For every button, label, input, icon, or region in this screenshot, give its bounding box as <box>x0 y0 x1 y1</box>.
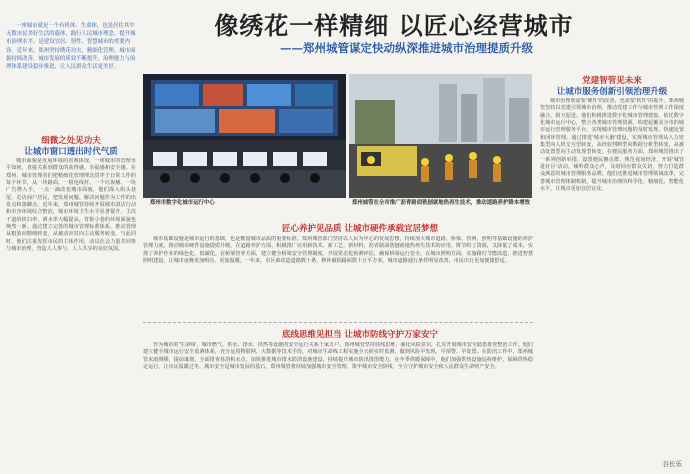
right-section-kicker: 党建智管见未来 <box>582 76 642 86</box>
right-section-body: 城市治理既需要'硬件'的改善，也需要'软件'的提升。郑州城管坚持以党建引领城市治理，推动党建工作与城市管理工作深度融合、相互促进。他们积极推进数字化城市管理建设，依托数字化城市运行中心，整合各类城市管理资源，构建起覆盖全市的城市运行管理服务平台，实现城市管理问题的及时发现、快速处置和闭环管理。通过推进'城市大脑'建设，实现城市管理从人力密集型向人机交互型转变，从经验判断型向数据分析型转变，从被动处置型向主动发现型转变。在便民服务方面，郑州城管推出了一系列创新举措，设置便民摊点群，规范夜间经济，开展'城管进社区'活动，倾听群众心声，及时回应群众关切，努力打造群众满意的城市管理服务品牌。他们还推进城市管理领域改革，完善城市管理体制机制，提升城市治理的科学化、精细化、智能化水平，让城市更加宜居宜业。 <box>540 98 684 193</box>
left-section-kicker: 细微之处见功夫 <box>41 136 101 146</box>
road-repair-photo <box>349 74 532 198</box>
photo1-caption: 郑州市数字化城市运行中心 <box>150 200 215 206</box>
left-section-body: 城市面貌是发展环境的直观体现，一座城市的管理水平如何，直接关系到群众的获得感、幸福感和安全感。在郑州，城市管理者们把精细化管理理念贯穿于日常工作的每个环节，从一块路面、一根电线杆、一个垃圾桶、一块广告牌入手，一点一滴改变城市面貌。他们深入街头巷尾，走访商户居民，把发现问题、解决问题作为工作的出发点和落脚点。近年来，郑州城管持续开展城市清洁行动和市容环境综合整治，城市环境卫生水平显著提升，主次干道的机扫率、洒水率大幅提高，背街小巷的环境面貌也焕然一新。通过建立完善的城市管理标准体系，推动管理从粗放向精细转变，从被动应对向主动服务转变。与此同时，他们注重发挥市民的主体作用，动员社会力量共同参与城市治理，营造人人参与、人人共享的良好氛围。 <box>6 158 136 253</box>
intro-paragraph: 一座城市就是一个有机体、生命体，也是居住其中无数市民美好生活的载体。践行人民城市理念，提升城市治理水平，是建设宜居、韧性、智慧城市的重要内容。近年来，郑州坚持绣花功夫，精细化管理，城市面貌持续改善，城市发展的质效不断提升，治理能力与治理体系建设稳步推进，让人民群众生活更美好。 <box>6 23 136 71</box>
bottom-section-kicker: 底线思维见担当 让城市防线守护万家安宁 <box>282 330 438 340</box>
middle-section-kicker: 匠心养护见品质 让城市硬件承载宜居梦想 <box>282 224 438 234</box>
right-section-subkicker: 让城市服务创新引领治理升级 <box>556 87 668 97</box>
section-divider <box>143 322 533 323</box>
left-section-subkicker: 让城市窗口透出时代气质 <box>24 147 118 157</box>
command-center-photo <box>143 74 346 198</box>
subheadline: ——郑州城管谋定快动纵深推进城市治理提质升级 <box>280 41 533 55</box>
bottom-section-body: 作为城市的'生命线'，城市燃气、供水、排水、供热等设施的安全运行关系千家万户。郑州城管坚持底线思维，强化风险意识，扎实开展城市安全隐患排查整治工作。他们建立健全城市运行安全监测体系，充分运用物联网、大数据等技术手段，对城市生命线工程实施全天候实时监测，做到风险早发现、早预警、早处置。在防汛工作中，郑州城管未雨绸缪，提前谋划，全面排查易涝积水点，加快推进城市排水防涝设施建设，持续提升城市防汛排涝能力。在冬季供暖保障中，他们加强供热设施巡检维护，保障供热稳定运行，让市民温暖过冬。城市安全是城市发展的基石，郑州城管将持续加强城市安全管理，筑牢城市安全防线，全力守护城市安全和人民群众生命财产安全。 <box>143 342 533 371</box>
byline: 谷长乐 <box>662 460 682 468</box>
road-repair-image <box>349 74 532 198</box>
command-center-image <box>143 74 346 198</box>
photo2-caption: 郑州城管在全市推广沥青路面铣刨就地热再生技术，推动道路养护降本增效 <box>352 200 530 206</box>
headline: 像绣花一样精细 以匠心经营城市 <box>214 11 574 40</box>
middle-section-body: 城市基础设施是城市运行的基础，也是衡量城市品质的重要标准。郑州城管部门坚持以人民为中心的发展思想，持续加大城市道路、桥梁、管网、照明等基础设施的养护管理力度，推动城市硬件设施提质升级。在道路养护方面，积极推广应用新技术、新工艺、新材料，沥青路面铣刨就地热再生技术的应用，既节约了资源，又降低了成本，实现了养护作业的绿色化、低碳化。在桥梁管养方面，建立健全桥梁安全管理制度，开展常态化检测评估，确保桥梁运行安全。在城市照明方面，实施路灯节能改造，推进智慧照明建设，让城市夜晚更加明亮、更加温暖。一年来，市区新改造道路数十条，修补破损路面数十万平方米，城市道路通行条件明显改善，市民出行更加便捷舒适。 <box>143 236 533 265</box>
